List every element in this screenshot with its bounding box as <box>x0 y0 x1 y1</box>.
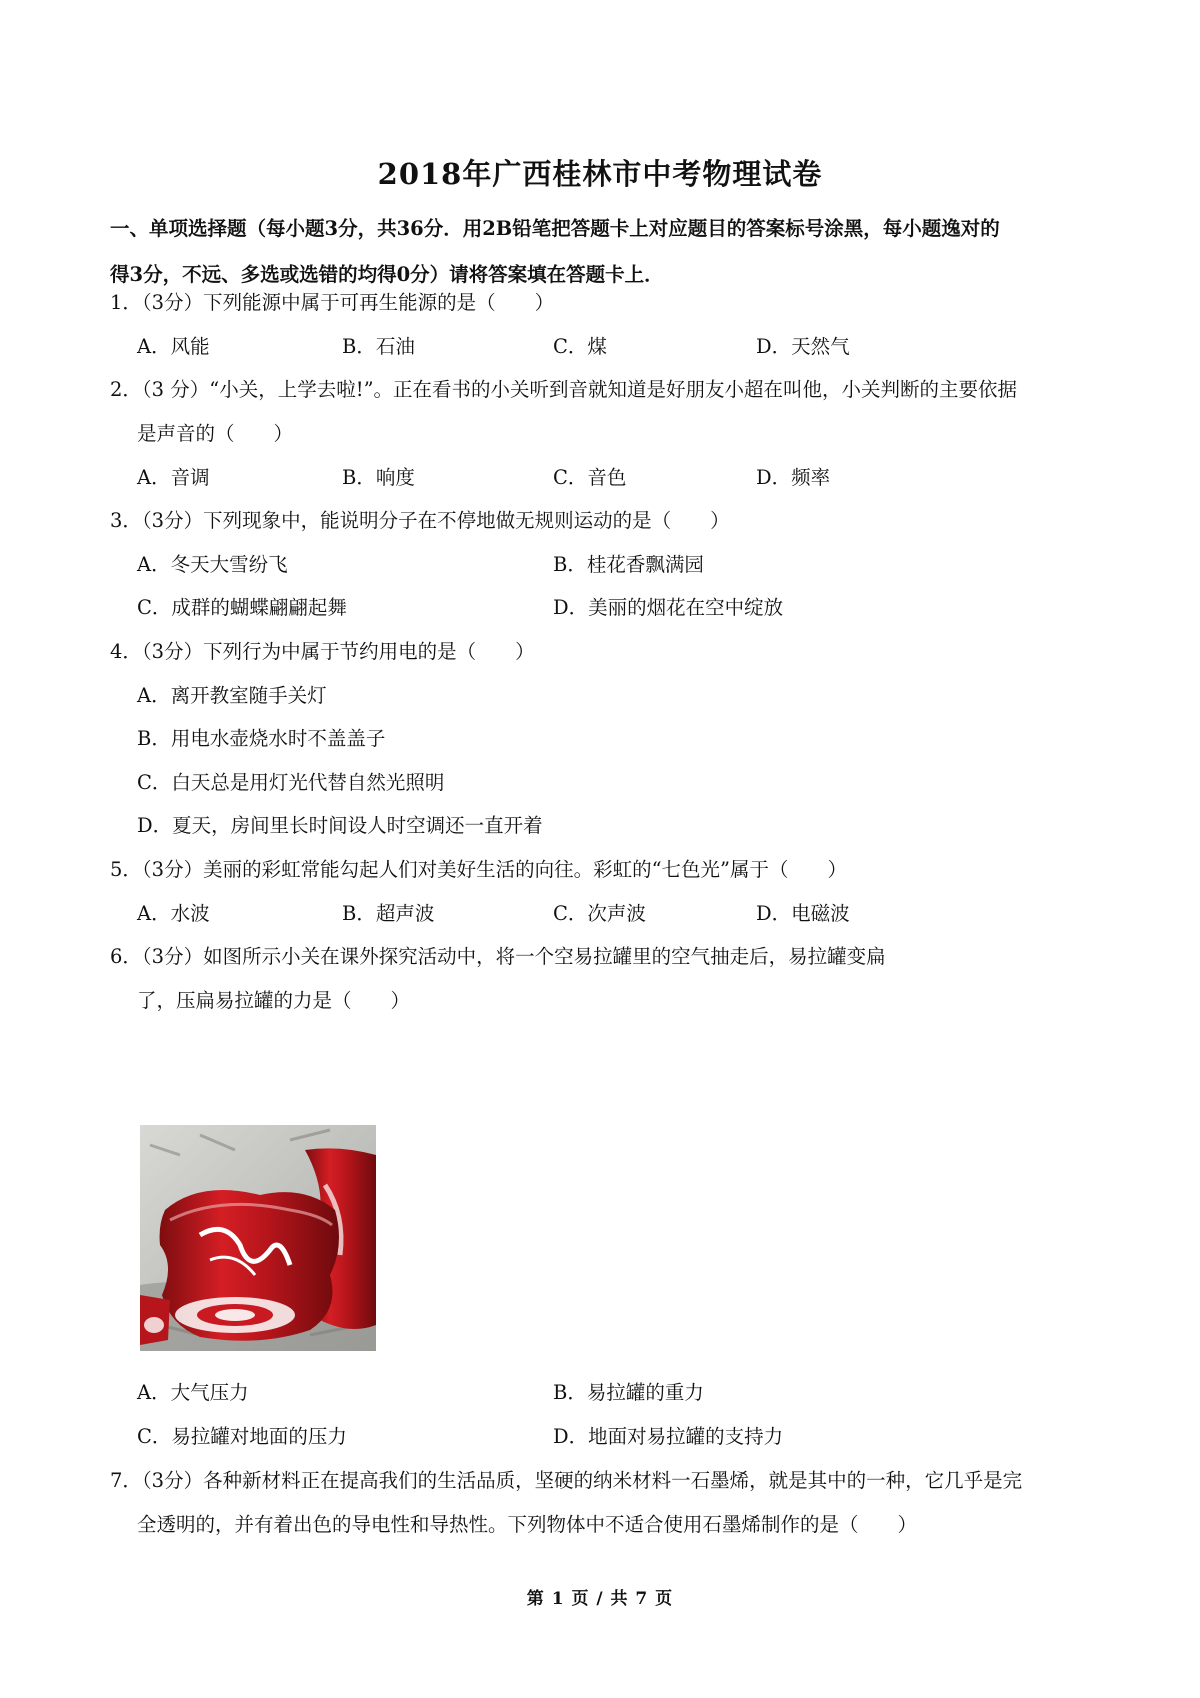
crushed-can-illustration <box>140 1125 376 1351</box>
q2-option-d: D．频率 <box>756 466 831 489</box>
q6-option-d: D．地面对易拉罐的支持力 <box>553 1425 784 1448</box>
q6-option-b: B．易拉罐的重力 <box>553 1381 704 1404</box>
page-title: 2018年广西桂林市中考物理试卷 <box>377 157 823 191</box>
section-instructions <box>110 206 1100 298</box>
q3-option-c: C．成群的蝴蝶翩翩起舞 <box>137 596 347 619</box>
q6-option-c: C．易拉罐对地面的压力 <box>137 1425 347 1448</box>
q1-option-a: A．风能 <box>137 335 210 358</box>
q4-option-a: A．离开教室随手关灯 <box>137 684 327 707</box>
question-6-stem-cont: 了，压扁易拉罐的力是（ ） <box>137 989 411 1012</box>
q4-option-c: C．白天总是用灯光代替自然光照明 <box>137 771 445 794</box>
q6-option-a: A．大气压力 <box>137 1381 249 1404</box>
section-line-1: 一、单项选择题（每小题3分，共36分．用2B铅笔把答题卡上对应题目的答案标号涂黑，每小题逸对的 <box>110 217 1000 240</box>
q5-option-b: B．超声波 <box>342 902 435 925</box>
q5-option-c: C．次声波 <box>553 902 646 925</box>
section-line-2: 得3分，不远、多选或选错的均得0分）请将答案填在答题卡上． <box>110 263 664 286</box>
q2-option-a: A．音调 <box>137 466 210 489</box>
q1-option-c: C．煤 <box>553 335 607 358</box>
q3-option-b: B．桂花香飘满园 <box>553 553 704 576</box>
q3-option-d: D．美丽的烟花在空中绽放 <box>553 596 784 619</box>
q2-option-b: B．响度 <box>342 466 415 489</box>
q5-option-d: D．电磁波 <box>756 902 850 925</box>
question-7-stem-cont: 全透明的，并有着出色的导电性和导热性。下列物体中不适合使用石墨烯制作的是（ ） <box>137 1513 918 1536</box>
q3-option-a: A．冬天大雪纷飞 <box>137 553 288 576</box>
question-4-stem: 4．（3分）下列行为中属于节约用电的是（ ） <box>110 640 535 663</box>
question-6-stem: 6．（3分）如图所示小关在课外探究活动中，将一个空易拉罐里的空气抽走后，易拉罐变扁 <box>110 945 886 968</box>
q5-option-a: A．水波 <box>137 902 210 925</box>
question-2-stem-cont: 是声音的（ ） <box>137 422 294 445</box>
page-footer: 第 1 页 / 共 7 页 <box>526 1589 674 1609</box>
q4-option-d: D．夏天，房间里长时间设人时空调还一直开着 <box>137 814 543 837</box>
q4-option-b: B．用电水壶烧水时不盖盖子 <box>137 727 386 750</box>
q1-option-b: B．石油 <box>342 335 415 358</box>
question-5-stem: 5．（3分）美丽的彩虹常能勾起人们对美好生活的向往。彩虹的“七色光”属于（ ） <box>110 858 848 881</box>
q2-option-c: C．音色 <box>553 466 627 489</box>
question-2-stem: 2．（3 分）“小关，上学去啦!”。正在看书的小关听到音就知道是好朋友小超在叫他，小关判断的主要依据 <box>110 378 1018 401</box>
question-7-stem: 7．（3分）各种新材料正在提高我们的生活品质，坚硬的纳米材料一石墨烯，就是其中的一种，它几乎是完 <box>110 1469 1023 1492</box>
q1-option-d: D．天然气 <box>756 335 850 358</box>
question-1-stem: 1．（3分）下列能源中属于可再生能源的是（ ） <box>110 291 555 314</box>
question-3-stem: 3．（3分）下列现象中，能说明分子在不停地做无规则运动的是（ ） <box>110 509 730 532</box>
crushed-can-photo <box>140 1125 376 1351</box>
